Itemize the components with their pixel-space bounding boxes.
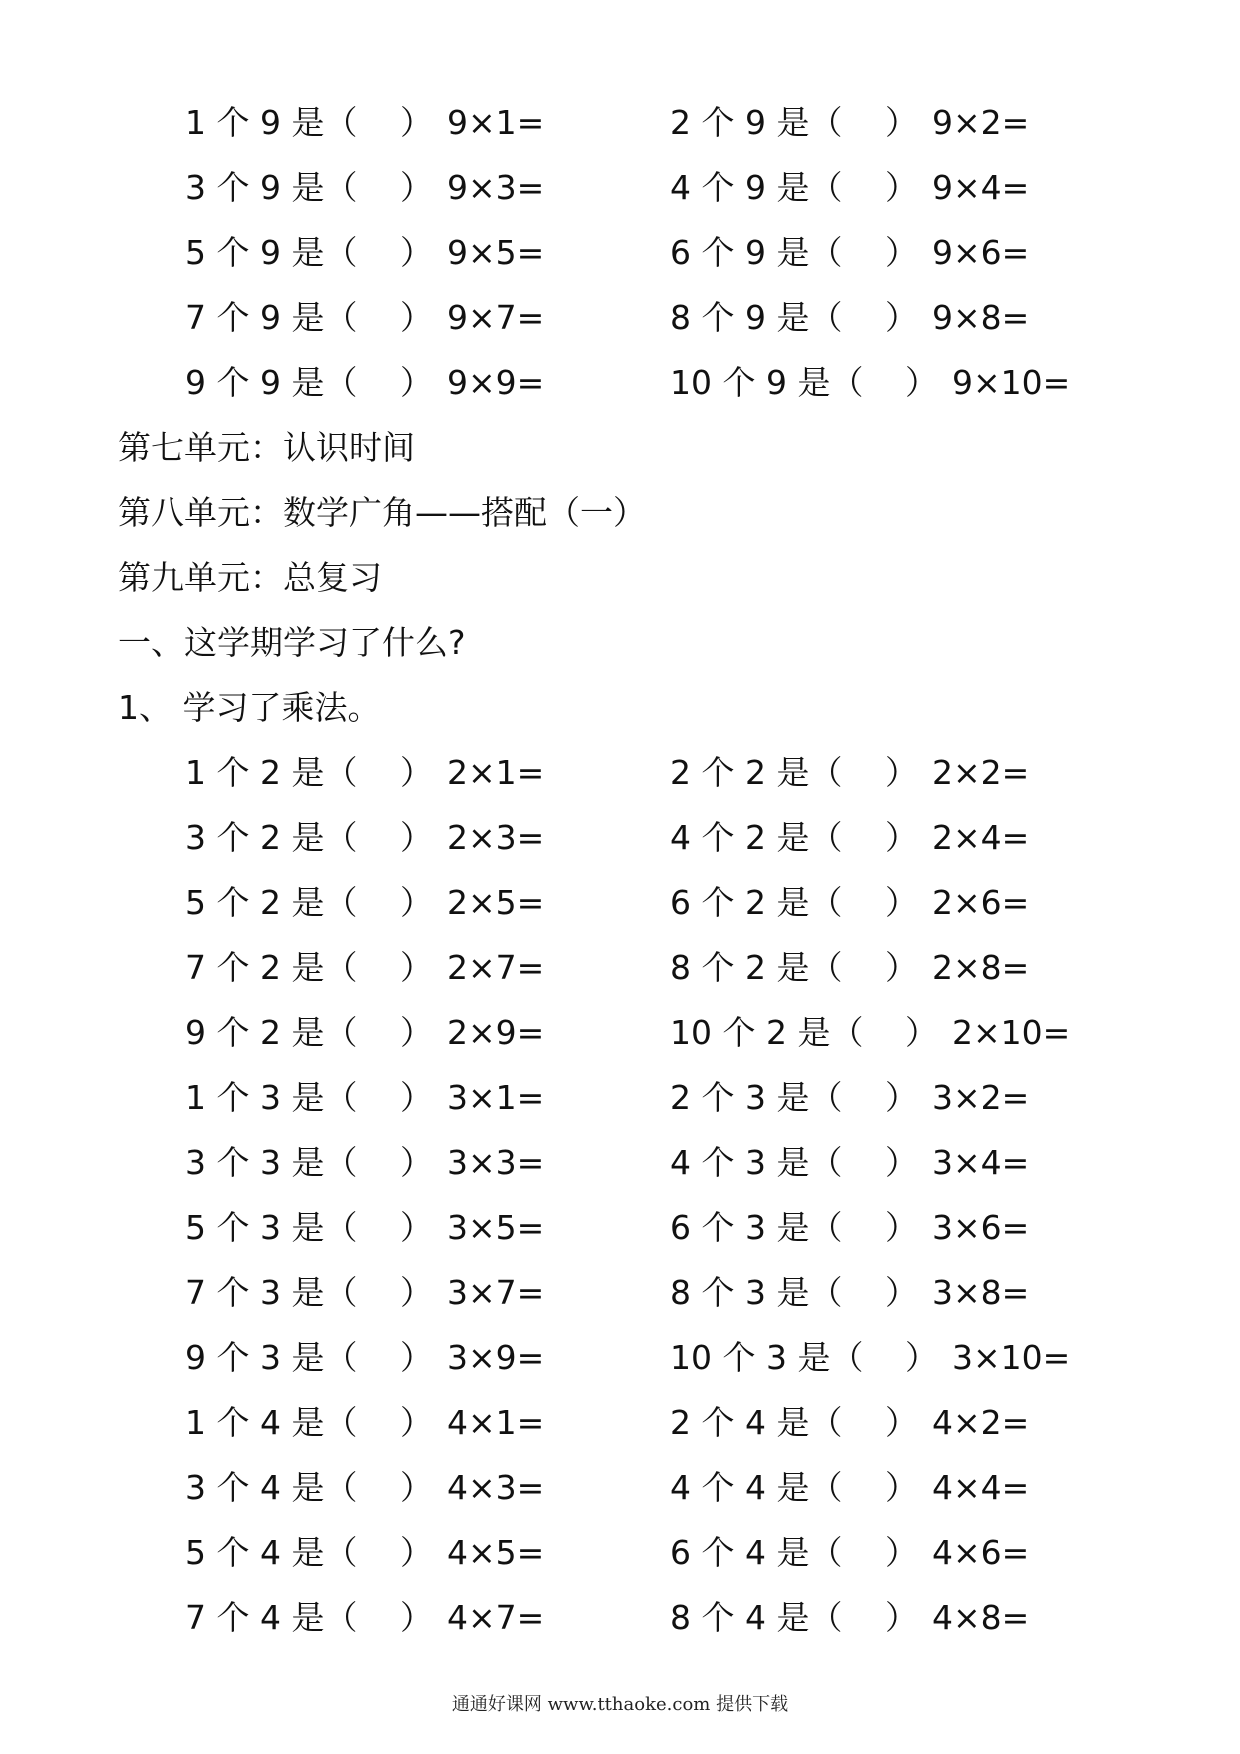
item-blank-close: ） (885, 1468, 918, 1507)
item-blank-close: ） (885, 818, 918, 857)
item-blank-close: ） (400, 1208, 433, 1247)
item-equation: 4×2= (932, 1403, 1030, 1442)
item-equation: 9×5= (447, 233, 545, 272)
item-blank-close: ） (400, 1533, 433, 1572)
item-blank-close: ） (885, 1078, 918, 1117)
item-blank-close: ） (905, 363, 938, 402)
item-blank-close: ） (400, 753, 433, 792)
item-blank-close: ） (885, 1533, 918, 1572)
item-blank-close: ） (400, 883, 433, 922)
item-label: 7 个 2 是（ (185, 948, 358, 987)
item-equation: 4×1= (447, 1403, 545, 1442)
item-equation: 2×5= (447, 883, 545, 922)
item-label: 10 个 3 是（ (670, 1338, 864, 1377)
item-equation: 9×3= (447, 168, 545, 207)
item-equation: 3×8= (932, 1273, 1030, 1312)
item-label: 4 个 3 是（ (670, 1143, 843, 1182)
item-equation: 2×1= (447, 753, 545, 792)
item-blank-close: ） (400, 233, 433, 272)
item-blank-close: ） (885, 298, 918, 337)
item-equation: 4×8= (932, 1598, 1030, 1637)
item-equation: 3×5= (447, 1208, 545, 1247)
item-label: 8 个 4 是（ (670, 1598, 843, 1637)
item-label: 3 个 9 是（ (185, 168, 358, 207)
item-blank-close: ） (400, 103, 433, 142)
item-equation: 9×8= (932, 298, 1030, 337)
item-label: 2 个 3 是（ (670, 1078, 843, 1117)
item-blank-close: ） (400, 1143, 433, 1182)
item-label: 8 个 3 是（ (670, 1273, 843, 1312)
item-label: 3 个 2 是（ (185, 818, 358, 857)
item-label: 8 个 9 是（ (670, 298, 843, 337)
item-equation: 9×9= (447, 363, 545, 402)
item-label: 3 个 4 是（ (185, 1468, 358, 1507)
item-label: 9 个 9 是（ (185, 363, 358, 402)
item-equation: 9×6= (932, 233, 1030, 272)
item-blank-close: ） (400, 1598, 433, 1637)
item-blank-close: ） (885, 1208, 918, 1247)
item-label: 10 个 2 是（ (670, 1013, 864, 1052)
item-blank-close: ） (905, 1013, 938, 1052)
unit-7-heading: 第七单元：认识时间 (118, 428, 415, 467)
item-blank-close: ） (885, 948, 918, 987)
item-label: 1 个 2 是（ (185, 753, 358, 792)
item-blank-close: ） (400, 818, 433, 857)
item-label: 7 个 4 是（ (185, 1598, 358, 1637)
item-label: 8 个 2 是（ (670, 948, 843, 987)
item-equation: 2×10= (952, 1013, 1071, 1052)
item-label: 1 个 3 是（ (185, 1078, 358, 1117)
item-equation: 3×7= (447, 1273, 545, 1312)
item-equation: 3×9= (447, 1338, 545, 1377)
item-equation: 3×3= (447, 1143, 545, 1182)
item-label: 7 个 3 是（ (185, 1273, 358, 1312)
item-label: 9 个 2 是（ (185, 1013, 358, 1052)
item-label: 5 个 2 是（ (185, 883, 358, 922)
item-equation: 4×3= (447, 1468, 545, 1507)
item-blank-close: ） (885, 103, 918, 142)
item-label: 5 个 4 是（ (185, 1533, 358, 1572)
item-label: 4 个 2 是（ (670, 818, 843, 857)
item-label: 2 个 4 是（ (670, 1403, 843, 1442)
item-blank-close: ） (400, 298, 433, 337)
item-label: 6 个 4 是（ (670, 1533, 843, 1572)
item-blank-close: ） (400, 1013, 433, 1052)
item-label: 1 个 9 是（ (185, 103, 358, 142)
item-equation: 4×7= (447, 1598, 545, 1637)
item-equation: 2×9= (447, 1013, 545, 1052)
item-blank-close: ） (885, 1403, 918, 1442)
item-label: 5 个 9 是（ (185, 233, 358, 272)
item-equation: 2×8= (932, 948, 1030, 987)
item-blank-close: ） (885, 883, 918, 922)
item-equation: 3×4= (932, 1143, 1030, 1182)
item-equation: 4×6= (932, 1533, 1030, 1572)
item-label: 1 个 4 是（ (185, 1403, 358, 1442)
item-blank-close: ） (400, 363, 433, 402)
item-label: 10 个 9 是（ (670, 363, 864, 402)
item-label: 6 个 9 是（ (670, 233, 843, 272)
item-equation: 9×10= (952, 363, 1071, 402)
item-blank-close: ） (400, 1403, 433, 1442)
item-equation: 2×3= (447, 818, 545, 857)
item-label: 6 个 3 是（ (670, 1208, 843, 1247)
unit-9-heading: 第九单元：总复习 (118, 558, 382, 597)
item-label: 5 个 3 是（ (185, 1208, 358, 1247)
item-label: 2 个 2 是（ (670, 753, 843, 792)
item-equation: 9×4= (932, 168, 1030, 207)
item-label: 3 个 3 是（ (185, 1143, 358, 1182)
item-blank-close: ） (400, 1078, 433, 1117)
item-equation: 4×4= (932, 1468, 1030, 1507)
item-label: 6 个 2 是（ (670, 883, 843, 922)
item-blank-close: ） (885, 1143, 918, 1182)
item-blank-close: ） (885, 233, 918, 272)
item-equation: 3×10= (952, 1338, 1071, 1377)
item-equation: 9×7= (447, 298, 545, 337)
item-equation: 4×5= (447, 1533, 545, 1572)
page-footer: 通通好课网 www.tthaoke.com 提供下载 (451, 1694, 789, 1715)
unit-8-heading: 第八单元：数学广角——搭配（一） (118, 493, 646, 532)
item-equation: 3×1= (447, 1078, 545, 1117)
item-equation: 9×2= (932, 103, 1030, 142)
item-equation: 2×4= (932, 818, 1030, 857)
item-equation: 2×6= (932, 883, 1030, 922)
item-blank-close: ） (400, 948, 433, 987)
item-label: 4 个 9 是（ (670, 168, 843, 207)
item-blank-close: ） (885, 753, 918, 792)
section-1-heading: 一、这学期学习了什么? (118, 623, 466, 662)
item-1-heading: 1、 学习了乘法。 (118, 688, 381, 727)
item-blank-close: ） (400, 1338, 433, 1377)
item-label: 7 个 9 是（ (185, 298, 358, 337)
item-equation: 3×2= (932, 1078, 1030, 1117)
item-equation: 3×6= (932, 1208, 1030, 1247)
item-blank-close: ） (400, 168, 433, 207)
item-blank-close: ） (400, 1273, 433, 1312)
item-blank-close: ） (885, 1598, 918, 1637)
item-blank-close: ） (905, 1338, 938, 1377)
item-equation: 9×1= (447, 103, 545, 142)
item-equation: 2×7= (447, 948, 545, 987)
item-blank-close: ） (885, 1273, 918, 1312)
item-equation: 2×2= (932, 753, 1030, 792)
item-blank-close: ） (400, 1468, 433, 1507)
item-label: 9 个 3 是（ (185, 1338, 358, 1377)
item-blank-close: ） (885, 168, 918, 207)
item-label: 2 个 9 是（ (670, 103, 843, 142)
item-label: 4 个 4 是（ (670, 1468, 843, 1507)
